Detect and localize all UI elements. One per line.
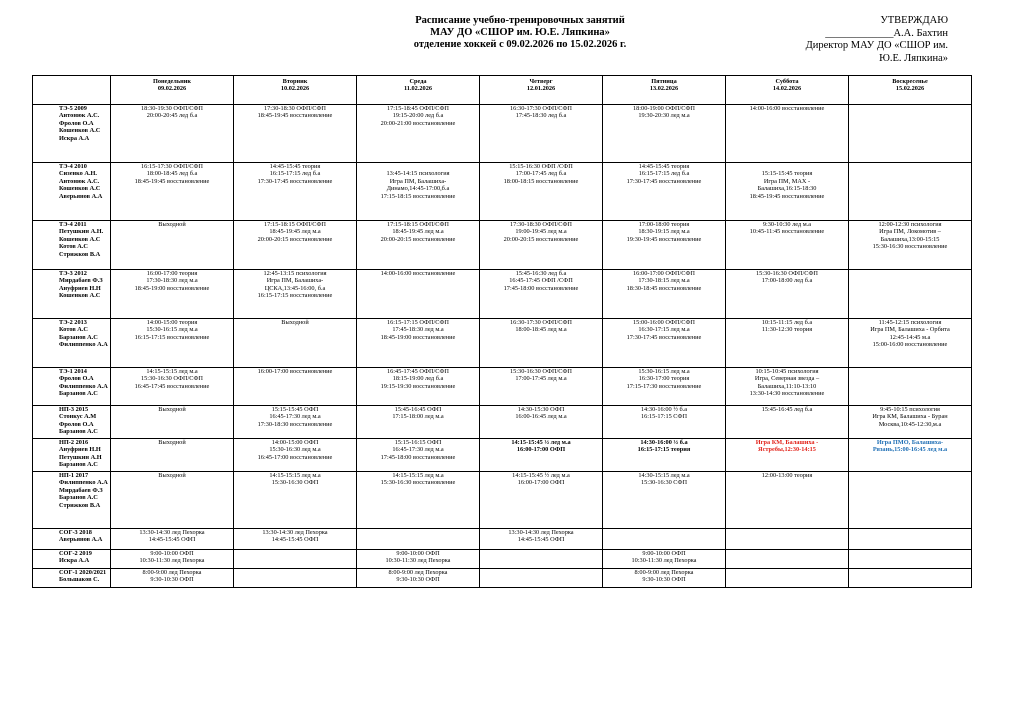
schedule-cell: 14:30-16:00 ½ б.а 16:15-17:15 СФП xyxy=(603,406,726,439)
schedule-cell: 17:30-18:30 ОФП/СФП 19:00-19:45 лед м.а 20:00-20:15 восстановление xyxy=(480,221,603,270)
table-row xyxy=(33,368,972,406)
schedule-cell: 14:15-15:15 лед м.а 15:30-16:30 ОФП/СФП 16:45-17:45 восстановление xyxy=(111,368,234,406)
team-cell: СОГ-3 2018 Аверьянов А.А xyxy=(33,529,111,550)
schedule-cell: 18:00-19:00 ОФП/СФП 19:30-20:30 лед м.а xyxy=(603,105,726,163)
schedule-title xyxy=(360,15,680,51)
day-header: Среда 11.02.2026 xyxy=(357,76,480,105)
schedule-cell: 9:30-10:30 лед м.а 10:45-11:45 восстановление xyxy=(726,221,849,270)
schedule-cell: 18:30-19:30 ОФП/СФП 20:00-20:45 лед б.а xyxy=(111,105,234,163)
schedule-cell xyxy=(849,105,972,163)
schedule-cell: 9:00-10:00 ОФП 10:30-11:30 лед Пехорка xyxy=(357,550,480,569)
schedule-cell: 9:45-10:15 психология Игра КМ, Балашиха - Буран Москва,10:45-12:30,м.а xyxy=(849,406,972,439)
schedule-cell: 8:00-9:00 лед Пехорка 9:30-10:30 ОФП xyxy=(111,569,234,588)
schedule-cell: 13:30-14:30 лед Пехорка 14:45-15:45 ОФП xyxy=(234,529,357,550)
schedule-cell: 15:45-16:45 ОФП 17:15-18:00 лед м.а xyxy=(357,406,480,439)
schedule-cell xyxy=(234,569,357,588)
schedule-cell: 14:15-15:45 ½ лед м.а 16:00-17:00 ОФП xyxy=(480,472,603,529)
day-header: Воскресенье 15.02.2026 xyxy=(849,76,972,105)
team-cell: НП-3 2015 Стонкус А.М Фролов О.А Барзанов А.С xyxy=(33,406,111,439)
schedule-cell: 14:00-15:00 ОФП 15:30-16:30 лед м.а 16:45-17:00 восстановление xyxy=(234,439,357,472)
schedule-cell: 17:30-18:30 ОФП/СФП 18:45-19:45 восстановление xyxy=(234,105,357,163)
schedule-cell: 16:00-17:00 теория 17:30-18:30 лед м.а 18:45-19:00 восстановление xyxy=(111,270,234,319)
schedule-cell: 14:15-15:15 лед м.а 15:30-16:30 восстановление xyxy=(357,472,480,529)
schedule-cell: 16:00-17:00 ОФП/СФП 17:30-18:15 лед м.а 18:30-18:45 восстановление xyxy=(603,270,726,319)
schedule-cell: Игра ПМО, Балашиха- Рязань,15:00-16:45 лед м.а xyxy=(849,439,972,472)
approval-position-2: Ю.Е. Ляпкина» xyxy=(879,52,948,64)
schedule-table xyxy=(32,75,972,588)
approval-title: УТВЕРЖДАЮ xyxy=(880,15,948,26)
schedule-cell xyxy=(726,529,849,550)
schedule-cell: Выходной xyxy=(111,221,234,270)
schedule-cell: 14:30-15:15 лед м.а 15:30-16:30 СФП xyxy=(603,472,726,529)
schedule-cell: 17:00-18:00 теория 18:30-19:15 лед м.а 19:30-19:45 восстановление xyxy=(603,221,726,270)
table-row xyxy=(33,550,972,569)
schedule-cell: 14:00-16:00 восстановление xyxy=(357,270,480,319)
schedule-cell: 13:45-14:15 психология Игра ПМ, Балашиха- Динамо,14:45-17:00,б.а 17:15-18:15 восстановление xyxy=(357,163,480,221)
schedule-cell xyxy=(849,472,972,529)
day-header: Вторник 10.02.2026 xyxy=(234,76,357,105)
approval-signer: _____________А.А. Бахтин xyxy=(825,27,948,39)
schedule-cell: 10:15-10:45 психология Игра, Северная звезда – Балашиха,11:10-13:10 13:30-14:30 восстановление xyxy=(726,368,849,406)
schedule-cell: 17:15-18:15 ОФП/СФП 18:45-19:45 лед м.а 20:00-20:15 восстановление xyxy=(234,221,357,270)
schedule-cell xyxy=(357,529,480,550)
table-row xyxy=(33,105,972,163)
schedule-cell: 13:30-14:30 лед Пехорка 14:45-15:45 ОФП xyxy=(480,529,603,550)
title-line-2: МАУ ДО «СШОР им. Ю.Е. Ляпкина» xyxy=(430,27,610,38)
schedule-cell: 14:30-16:00 ½ б.а 16:15-17:15 теория xyxy=(603,439,726,472)
schedule-cell xyxy=(726,569,849,588)
schedule-cell xyxy=(849,163,972,221)
team-cell: ТЭ-2 2013 Котов А.С Барзанов А.С Филиппенко А.А xyxy=(33,319,111,368)
schedule-cell xyxy=(726,550,849,569)
table-row xyxy=(33,472,972,529)
schedule-cell: 9:00-10:00 ОФП 10:30-11:30 лед Пехорка xyxy=(111,550,234,569)
schedule-cell: 15:00-16:00 ОФП/СФП 16:30-17:15 лед м.а 17:30-17:45 восстановление xyxy=(603,319,726,368)
table-row xyxy=(33,439,972,472)
table-row xyxy=(33,569,972,588)
title-line-1: Расписание учебно-тренировочных занятий xyxy=(415,15,625,26)
schedule-cell xyxy=(603,529,726,550)
schedule-cell: 13:30-14:30 лед Пехорка 14:45-15:45 ОФП xyxy=(111,529,234,550)
schedule-cell xyxy=(849,569,972,588)
team-cell: ТЭ-1 2014 Фролов О.А Филиппенко А.А Барзанов А.С xyxy=(33,368,111,406)
schedule-cell: 16:15-17:30 ОФП/СФП 18:00-18:45 лед б.а 18:45-19:45 восстановление xyxy=(111,163,234,221)
team-cell: СОГ-2 2019 Искра А.А xyxy=(33,550,111,569)
team-cell: ТЭ-4 2011 Петушкин А.Н. Кошенков А.С Котов А.С Стрижков В.А xyxy=(33,221,111,270)
schedule-cell xyxy=(849,270,972,319)
schedule-cell xyxy=(849,368,972,406)
schedule-cell: 17:15-18:15 ОФП/СФП 18:45-19:45 лед м.а 20:00-20:15 восстановление xyxy=(357,221,480,270)
day-header: Понедельник 09.02.2026 xyxy=(111,76,234,105)
schedule-cell: 14:15-15:45 ½ лед м.а 16:00-17:00 ОФП xyxy=(480,439,603,472)
schedule-cell: 16:15-17:15 ОФП/СФП 17:45-18:30 лед м.а 18:45-19:00 восстановление xyxy=(357,319,480,368)
schedule-cell: 16:00-17:00 восстановление xyxy=(234,368,357,406)
schedule-cell: 15:15-16:15 ОФП 16:45-17:30 лед м.а 17:45-18:00 восстановление xyxy=(357,439,480,472)
schedule-cell: 15:30-16:15 лед м.а 16:30-17:00 теория 17:15-17:30 восстановление xyxy=(603,368,726,406)
team-cell: ТЭ-4 2010 Сизенко А.Н. Антонюк А.С. Кошенков А.С Аверьянов А.А xyxy=(33,163,111,221)
team-cell: ТЭ-3 2012 Мирдабаев Ф.З Ануфриев Н.Н Кошенков А.С xyxy=(33,270,111,319)
header-row xyxy=(33,76,972,105)
team-cell: НП-2 2016 Ануфриев Н.Н Петушкин А.Н Барзанов А.С xyxy=(33,439,111,472)
schedule-cell: 16:30-17:30 ОФП/СФП 18:00-18:45 лед м.а xyxy=(480,319,603,368)
schedule-cell xyxy=(849,550,972,569)
schedule-cell: 16:30-17:30 ОФП/СФП 17:45-18:30 лед б.а xyxy=(480,105,603,163)
schedule-cell: 17:15-18:45 ОФП/СФП 19:15-20:00 лед б.а 20:00-21:00 восстановление xyxy=(357,105,480,163)
day-header: Четверг 12.01.2026 xyxy=(480,76,603,105)
schedule-cell: Выходной xyxy=(111,472,234,529)
schedule-cell: 15:30-16:30 ОФП/СФП 17:00-17:45 лед м.а xyxy=(480,368,603,406)
team-cell: НП-1 2017 Филиппенко А.А Мирдабаев Ф.З Барзанов А.С Стрижков В.А xyxy=(33,472,111,529)
schedule-cell: 12:45-13:15 психология Игра ПМ, Балашиха- ЦСКА,13:45-16:00, б.а 16:15-17:15 восстановление xyxy=(234,270,357,319)
schedule-cell: 14:30-15:30 ОФП 16:00-16:45 лед м.а xyxy=(480,406,603,439)
table-row xyxy=(33,163,972,221)
schedule-cell: 15:45-16:45 лед б.а xyxy=(726,406,849,439)
schedule-cell: 15:15-15:45 ОФП 16:45-17:30 лед м.а 17:30-18:30 восстановление xyxy=(234,406,357,439)
schedule-cell: 14:45-15:45 теория 16:15-17:15 лед б.а 17:30-17:45 восстановление xyxy=(234,163,357,221)
schedule-cell: 8:00-9:00 лед Пехорка 9:30-10:30 ОФП xyxy=(603,569,726,588)
team-cell: СОГ-1 2020/2021 Большаков С. xyxy=(33,569,111,588)
schedule-cell: 9:00-10:00 ОФП 10:30-11:30 лед Пехорка xyxy=(603,550,726,569)
schedule-cell: 11:45-12:15 психология Игра ПМ, Балашиха - Орбита 12:45-14:45 м.а 15:00-16:00 восстановление xyxy=(849,319,972,368)
table-row xyxy=(33,221,972,270)
table-row xyxy=(33,270,972,319)
schedule-cell: 14:45-15:45 теория 16:15-17:15 лед б.а 17:30-17:45 восстановление xyxy=(603,163,726,221)
day-header: Суббота 14.02.2026 xyxy=(726,76,849,105)
schedule-cell: 16:45-17:45 ОФП/СФП 18:15-19:00 лед б.а 19:15-19:30 восстановление xyxy=(357,368,480,406)
schedule-cell: 15:15-15:45 теория Игра ПМ, МАХ - Балашиха,16:15-18:30 18:45-19:45 восстановление xyxy=(726,163,849,221)
schedule-cell: 15:15-16:30 ОФП /СФП 17:00-17:45 лед б.а 18:00-18:15 восстановление xyxy=(480,163,603,221)
schedule-cell: 12:00-13:00 теория xyxy=(726,472,849,529)
schedule-cell xyxy=(234,550,357,569)
table-row xyxy=(33,529,972,550)
schedule-cell: 14:15-15:15 лед м.а 15:30-16:30 ОФП xyxy=(234,472,357,529)
schedule-cell xyxy=(849,529,972,550)
schedule-cell: 14:00-16:00 восстановление xyxy=(726,105,849,163)
team-header xyxy=(33,76,111,105)
table-row xyxy=(33,319,972,368)
team-cell: ТЭ-5 2009 Антонюк А.С. Фролов О.А Кошенков А.С Искра А.А xyxy=(33,105,111,163)
title-line-3: отделение хоккей с 09.02.2026 по 15.02.2026 г. xyxy=(413,39,627,50)
schedule-cell: Выходной xyxy=(234,319,357,368)
schedule-cell: 15:30-16:30 ОФП/СФП 17:00-18:00 лед б.а xyxy=(726,270,849,319)
schedule-cell: 14:00-15:00 теория 15:30-16:15 лед м.а 16:15-17:15 восстановление xyxy=(111,319,234,368)
schedule-cell xyxy=(480,550,603,569)
schedule-cell: Выходной xyxy=(111,406,234,439)
schedule-cell: 10:15-11:15 лед б.а 11:30-12:30 теория xyxy=(726,319,849,368)
approval-block xyxy=(770,15,948,65)
schedule-cell: 8:00-9:00 лед Пехорка 9:30-10:30 ОФП xyxy=(357,569,480,588)
schedule-cell xyxy=(480,569,603,588)
schedule-cell: Игра КМ, Балашиха - Ястребы,12:30-14:15 xyxy=(726,439,849,472)
approval-position-1: Директор МАУ ДО «СШОР им. xyxy=(805,40,948,51)
table-row xyxy=(33,406,972,439)
day-header: Пятница 13.02.2026 xyxy=(603,76,726,105)
schedule-cell: 15:45-16:30 лед б.а 16:45-17:45 ОФП /СФП 17:45-18:00 восстановление xyxy=(480,270,603,319)
schedule-cell: 12:00-12:30 психология Игра ПМ, Локомотив – Балашиха,13:00-15:15 15:30-16:30 восстановление xyxy=(849,221,972,270)
schedule-cell: Выходной xyxy=(111,439,234,472)
